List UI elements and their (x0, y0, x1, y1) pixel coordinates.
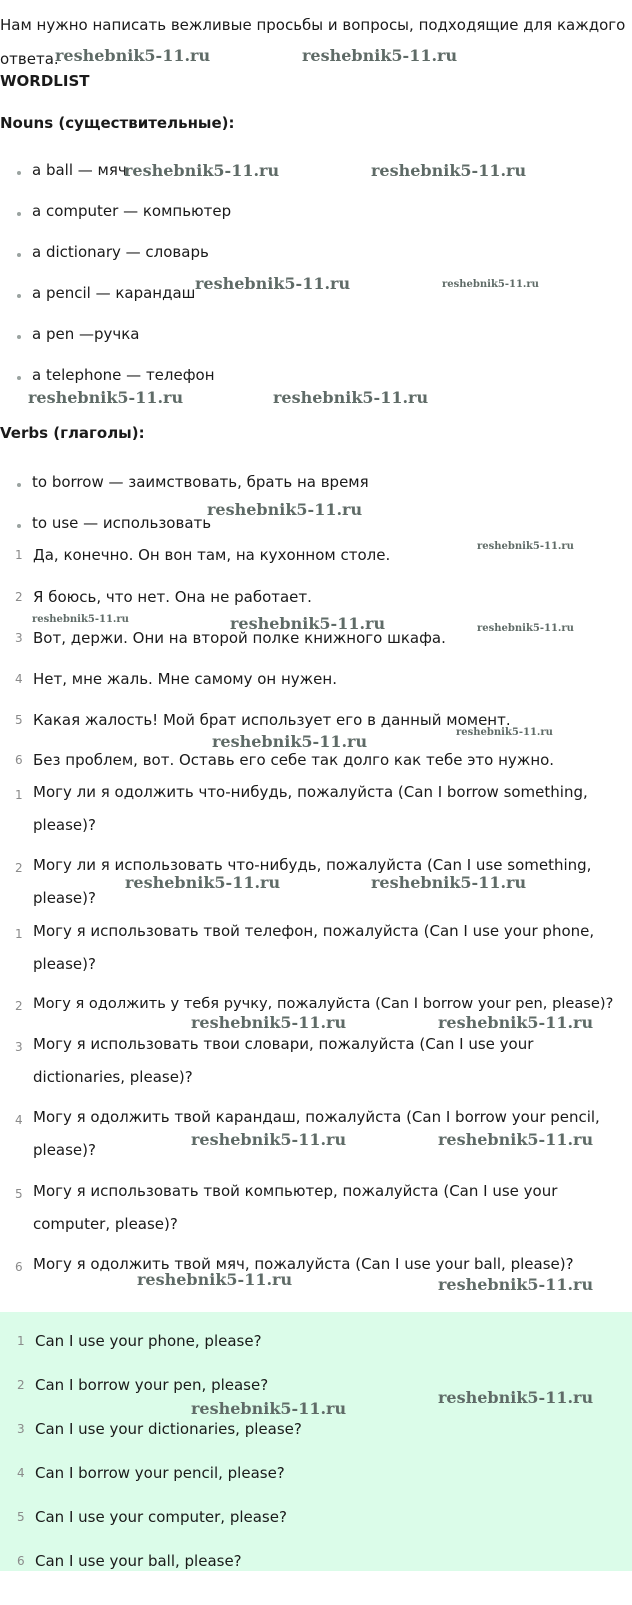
watermark: reshebnik5-11.ru (125, 873, 281, 892)
verbs-heading: Verbs (глаголы): (0, 424, 145, 442)
list-item: Can I borrow your pen, please? (35, 1376, 269, 1394)
list-item: Могу я одолжить у тебя ручку, пожалуйста (Can I borrow your pen, please)? (33, 995, 614, 1012)
list-item: Can I use your ball, please? (35, 1552, 242, 1570)
list-item: to use — использовать (32, 514, 212, 532)
item-number: 2 (15, 590, 23, 604)
item-number: 2 (15, 999, 23, 1013)
watermark: reshebnik5-11.ru (28, 388, 184, 407)
list-item: Can I borrow your pencil, please? (35, 1464, 285, 1482)
watermark: reshebnik5-11.ru (438, 1013, 594, 1032)
list-item: a pen —ручка (32, 325, 140, 343)
watermark: reshebnik5-11.ru (477, 541, 574, 552)
watermark: reshebnik5-11.ru (212, 732, 368, 751)
watermark: reshebnik5-11.ru (438, 1130, 594, 1149)
list-item: Могу ли я одолжить что-нибудь, пожалуйста (Can I borrow something, please)? (33, 783, 588, 834)
item-number: 6 (15, 753, 23, 767)
item-number: 4 (15, 1113, 23, 1127)
list-item: Могу я использовать твой телефон, пожалуйста (Can I use your phone, please)? (33, 922, 595, 973)
list-item: a computer — компьютер (32, 202, 232, 220)
watermark: reshebnik5-11.ru (371, 873, 527, 892)
watermark: reshebnik5-11.ru (302, 46, 458, 65)
watermark: reshebnik5-11.ru (55, 46, 211, 65)
watermark: reshebnik5-11.ru (456, 727, 553, 738)
list-item: Какая жалость! Мой брат использует его в данный момент. (33, 711, 511, 729)
list-item: Can I use your phone, please? (35, 1332, 262, 1350)
list-item: Могу ли я использовать что-нибудь, пожалуйста (Can I use something, please)? (33, 856, 592, 907)
list-item: Can I use your dictionaries, please? (35, 1420, 302, 1438)
list-item: Могу я одолжить твой карандаш, пожалуйста (Can I borrow your pencil, please)? (33, 1108, 600, 1159)
item-number: 3 (15, 631, 23, 645)
bullet-icon (17, 335, 21, 339)
item-number: 1 (15, 548, 23, 562)
watermark: reshebnik5-11.ru (477, 623, 574, 634)
bullet-icon (17, 171, 21, 175)
item-number: 3 (17, 1422, 25, 1436)
watermark: reshebnik5-11.ru (230, 614, 386, 633)
list-item: Могу я использовать твои словари, пожалуйста (Can I use your dictionaries, please)? (33, 1035, 534, 1086)
watermark: reshebnik5-11.ru (438, 1275, 594, 1294)
list-item: to borrow — заимствовать, брать на время (32, 473, 369, 491)
item-number: 4 (17, 1466, 25, 1480)
list-item: Вот, держи. Они на второй полке книжного шкафа. (33, 629, 446, 647)
wordlist-heading: WORDLIST (0, 72, 90, 90)
answer-box (0, 1312, 632, 1571)
list-item: Я боюсь, что нет. Она не работает. (33, 588, 312, 606)
list-item: a pencil — карандаш (32, 284, 196, 302)
item-number: 4 (15, 672, 23, 686)
nouns-heading: Nouns (существительные): (0, 114, 235, 132)
list-item: Могу я одолжить твой мяч, пожалуйста (Can I use your ball, please)? (33, 1255, 574, 1273)
watermark: reshebnik5-11.ru (207, 500, 363, 519)
item-number: 5 (15, 1187, 23, 1201)
list-item: a dictionary — словарь (32, 243, 209, 261)
item-number: 1 (15, 788, 23, 802)
item-number: 1 (17, 1334, 25, 1348)
watermark: reshebnik5-11.ru (191, 1399, 347, 1418)
watermark: reshebnik5-11.ru (191, 1013, 347, 1032)
list-item: Нет, мне жаль. Мне самому он нужен. (33, 670, 337, 688)
list-item: Могу я использовать твой компьютер, пожалуйста (Can I use your computer, please)? (33, 1182, 558, 1233)
item-number: 1 (15, 927, 23, 941)
bullet-icon (17, 483, 21, 487)
item-number: 5 (17, 1510, 25, 1524)
item-number: 6 (17, 1554, 25, 1568)
watermark: reshebnik5-11.ru (438, 1388, 594, 1407)
bullet-icon (17, 524, 21, 528)
item-number: 5 (15, 713, 23, 727)
watermark: reshebnik5-11.ru (137, 1270, 293, 1289)
list-item: a ball — мяч (32, 161, 127, 179)
watermark: reshebnik5-11.ru (195, 274, 351, 293)
item-number: 2 (15, 861, 23, 875)
intro-text: Нам нужно написать вежливые просьбы и вопросы, подходящие для каждого ответа. (0, 16, 626, 68)
watermark: reshebnik5-11.ru (191, 1130, 347, 1149)
item-number: 2 (17, 1378, 25, 1392)
list-item: Да, конечно. Он вон там, на кухонном столе. (33, 546, 391, 564)
watermark: reshebnik5-11.ru (371, 161, 527, 180)
bullet-icon (17, 376, 21, 380)
watermark: reshebnik5-11.ru (32, 614, 129, 625)
item-number: 3 (15, 1040, 23, 1054)
bullet-icon (17, 212, 21, 216)
list-item: Can I use your computer, please? (35, 1508, 287, 1526)
bullet-icon (17, 294, 21, 298)
list-item: Без проблем, вот. Оставь его себе так долго как тебе это нужно. (33, 751, 555, 769)
bullet-icon (17, 253, 21, 257)
item-number: 6 (15, 1260, 23, 1274)
watermark: reshebnik5-11.ru (273, 388, 429, 407)
watermark: reshebnik5-11.ru (124, 161, 280, 180)
watermark: reshebnik5-11.ru (442, 279, 539, 290)
list-item: a telephone — телефон (32, 366, 215, 384)
